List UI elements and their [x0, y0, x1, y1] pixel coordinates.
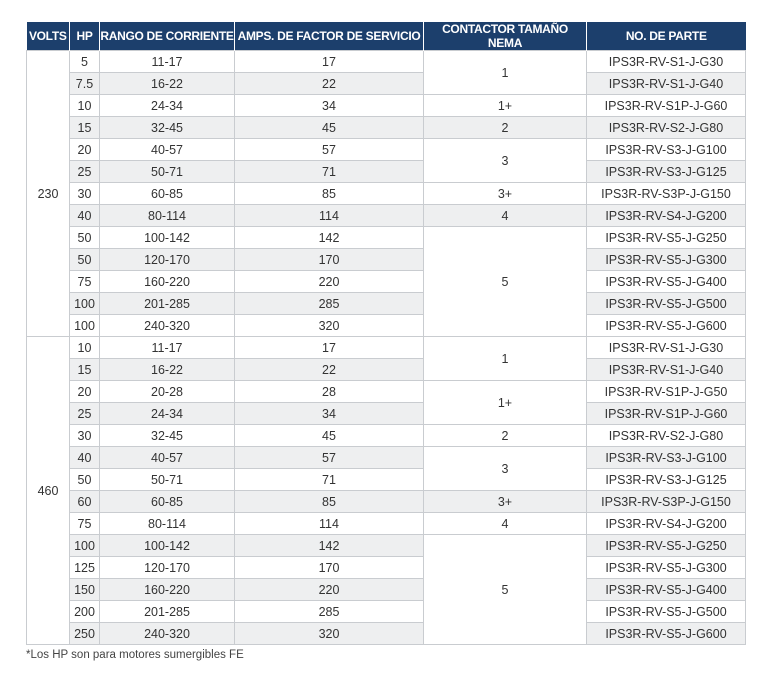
- hp-cell: 25: [70, 161, 100, 183]
- hp-cell: 200: [70, 601, 100, 623]
- header-hp: HP: [70, 22, 100, 51]
- service-factor-amps-cell: 71: [235, 161, 424, 183]
- current-range-cell: 11-17: [100, 337, 235, 359]
- header-volts: VOLTS: [27, 22, 70, 51]
- table-row: [27, 315, 746, 337]
- table-row: [27, 513, 746, 535]
- current-range-cell: 100-142: [100, 535, 235, 557]
- footnote: *Los HP son para motores sumergibles FE: [26, 649, 244, 661]
- current-range-cell: 16-22: [100, 359, 235, 381]
- part-number-cell: IPS3R-RV-S5-J-G600: [587, 315, 746, 337]
- hp-cell: 30: [70, 183, 100, 205]
- hp-cell: 10: [70, 337, 100, 359]
- volts-cell: 460: [27, 337, 70, 645]
- service-factor-amps-cell: 34: [235, 95, 424, 117]
- service-factor-amps-cell: 45: [235, 425, 424, 447]
- current-range-cell: 32-45: [100, 425, 235, 447]
- part-number-table: [26, 22, 746, 645]
- table-row: [27, 381, 746, 403]
- table-row: [27, 535, 746, 557]
- part-number-cell: IPS3R-RV-S5-J-G500: [587, 601, 746, 623]
- current-range-cell: 80-114: [100, 513, 235, 535]
- table-row: [27, 95, 746, 117]
- table-row: [27, 271, 746, 293]
- hp-cell: 150: [70, 579, 100, 601]
- header-service-factor-amps: AMPS. DE FACTOR DE SERVICIO: [235, 22, 424, 51]
- service-factor-amps-cell: 34: [235, 403, 424, 425]
- service-factor-amps-cell: 45: [235, 117, 424, 139]
- current-range-cell: 120-170: [100, 249, 235, 271]
- part-number-cell: IPS3R-RV-S4-J-G200: [587, 205, 746, 227]
- header-row: [27, 22, 746, 51]
- service-factor-amps-cell: 220: [235, 579, 424, 601]
- current-range-cell: 40-57: [100, 139, 235, 161]
- table-row: [27, 579, 746, 601]
- service-factor-amps-cell: 285: [235, 601, 424, 623]
- current-range-cell: 240-320: [100, 315, 235, 337]
- contactor-size-cell: 2: [424, 117, 587, 139]
- contactor-size-cell: 5: [424, 535, 587, 645]
- hp-cell: 40: [70, 447, 100, 469]
- contactor-size-cell: 4: [424, 513, 587, 535]
- part-number-cell: IPS3R-RV-S3-J-G125: [587, 469, 746, 491]
- table-row: [27, 557, 746, 579]
- service-factor-amps-cell: 170: [235, 557, 424, 579]
- contactor-size-cell: 3: [424, 447, 587, 491]
- service-factor-amps-cell: 220: [235, 271, 424, 293]
- part-number-cell: IPS3R-RV-S5-J-G600: [587, 623, 746, 645]
- part-number-cell: IPS3R-RV-S2-J-G80: [587, 425, 746, 447]
- current-range-cell: 100-142: [100, 227, 235, 249]
- service-factor-amps-cell: 114: [235, 513, 424, 535]
- part-number-cell: IPS3R-RV-S5-J-G300: [587, 557, 746, 579]
- part-number-cell: IPS3R-RV-S4-J-G200: [587, 513, 746, 535]
- contactor-size-cell: 1: [424, 51, 587, 95]
- current-range-cell: 24-34: [100, 95, 235, 117]
- part-number-cell: IPS3R-RV-S3-J-G100: [587, 447, 746, 469]
- service-factor-amps-cell: 57: [235, 139, 424, 161]
- hp-cell: 100: [70, 535, 100, 557]
- contactor-size-cell: 3+: [424, 183, 587, 205]
- service-factor-amps-cell: 320: [235, 623, 424, 645]
- current-range-cell: 16-22: [100, 73, 235, 95]
- part-number-cell: IPS3R-RV-S5-J-G500: [587, 293, 746, 315]
- part-number-cell: IPS3R-RV-S3P-J-G150: [587, 183, 746, 205]
- part-number-cell: IPS3R-RV-S3P-J-G150: [587, 491, 746, 513]
- contactor-size-cell: 3+: [424, 491, 587, 513]
- part-number-cell: IPS3R-RV-S1P-J-G60: [587, 95, 746, 117]
- table-row: [27, 447, 746, 469]
- service-factor-amps-cell: 28: [235, 381, 424, 403]
- part-number-cell: IPS3R-RV-S1P-J-G60: [587, 403, 746, 425]
- table-row: [27, 183, 746, 205]
- hp-cell: 50: [70, 469, 100, 491]
- service-factor-amps-cell: 142: [235, 227, 424, 249]
- service-factor-amps-cell: 85: [235, 183, 424, 205]
- service-factor-amps-cell: 57: [235, 447, 424, 469]
- part-number-cell: IPS3R-RV-S1-J-G30: [587, 51, 746, 73]
- table-row: [27, 227, 746, 249]
- table-row: [27, 425, 746, 447]
- hp-cell: 40: [70, 205, 100, 227]
- current-range-cell: 80-114: [100, 205, 235, 227]
- hp-cell: 75: [70, 513, 100, 535]
- service-factor-amps-cell: 114: [235, 205, 424, 227]
- hp-cell: 50: [70, 227, 100, 249]
- table-row: [27, 117, 746, 139]
- current-range-cell: 50-71: [100, 161, 235, 183]
- table-row: [27, 249, 746, 271]
- part-number-cell: IPS3R-RV-S3-J-G125: [587, 161, 746, 183]
- current-range-cell: 60-85: [100, 183, 235, 205]
- current-range-cell: 60-85: [100, 491, 235, 513]
- service-factor-amps-cell: 285: [235, 293, 424, 315]
- part-number-cell: IPS3R-RV-S1P-J-G50: [587, 381, 746, 403]
- contactor-size-cell: 1+: [424, 381, 587, 425]
- service-factor-amps-cell: 22: [235, 359, 424, 381]
- table-body: [27, 51, 746, 645]
- part-number-cell: IPS3R-RV-S5-J-G300: [587, 249, 746, 271]
- current-range-cell: 32-45: [100, 117, 235, 139]
- current-range-cell: 120-170: [100, 557, 235, 579]
- hp-cell: 125: [70, 557, 100, 579]
- header-part-number: NO. DE PARTE: [587, 22, 746, 51]
- service-factor-amps-cell: 17: [235, 337, 424, 359]
- part-number-cell: IPS3R-RV-S3-J-G100: [587, 139, 746, 161]
- part-number-cell: IPS3R-RV-S2-J-G80: [587, 117, 746, 139]
- service-factor-amps-cell: 71: [235, 469, 424, 491]
- hp-cell: 50: [70, 249, 100, 271]
- table-header: [27, 22, 746, 51]
- table-row: [27, 601, 746, 623]
- table-row: [27, 337, 746, 359]
- header-current-range: RANGO DE CORRIENTE: [100, 22, 235, 51]
- table-row: [27, 359, 746, 381]
- table-row: [27, 139, 746, 161]
- service-factor-amps-cell: 320: [235, 315, 424, 337]
- part-number-cell: IPS3R-RV-S1-J-G40: [587, 359, 746, 381]
- part-number-cell: IPS3R-RV-S5-J-G400: [587, 579, 746, 601]
- current-range-cell: 50-71: [100, 469, 235, 491]
- contactor-size-cell: 1+: [424, 95, 587, 117]
- part-number-cell: IPS3R-RV-S1-J-G30: [587, 337, 746, 359]
- hp-cell: 100: [70, 293, 100, 315]
- hp-cell: 5: [70, 51, 100, 73]
- table-row: [27, 73, 746, 95]
- current-range-cell: 160-220: [100, 579, 235, 601]
- part-number-cell: IPS3R-RV-S5-J-G250: [587, 227, 746, 249]
- hp-cell: 60: [70, 491, 100, 513]
- contactor-size-cell: 5: [424, 227, 587, 337]
- hp-cell: 15: [70, 359, 100, 381]
- hp-cell: 20: [70, 381, 100, 403]
- current-range-cell: 201-285: [100, 293, 235, 315]
- hp-cell: 7.5: [70, 73, 100, 95]
- service-factor-amps-cell: 17: [235, 51, 424, 73]
- service-factor-amps-cell: 22: [235, 73, 424, 95]
- table-row: [27, 293, 746, 315]
- current-range-cell: 201-285: [100, 601, 235, 623]
- table-row: [27, 469, 746, 491]
- current-range-cell: 160-220: [100, 271, 235, 293]
- hp-cell: 10: [70, 95, 100, 117]
- contactor-size-cell: 4: [424, 205, 587, 227]
- hp-cell: 75: [70, 271, 100, 293]
- table-row: [27, 205, 746, 227]
- contactor-size-cell: 2: [424, 425, 587, 447]
- hp-cell: 30: [70, 425, 100, 447]
- current-range-cell: 24-34: [100, 403, 235, 425]
- hp-cell: 100: [70, 315, 100, 337]
- current-range-cell: 240-320: [100, 623, 235, 645]
- service-factor-amps-cell: 142: [235, 535, 424, 557]
- service-factor-amps-cell: 85: [235, 491, 424, 513]
- table-row: [27, 51, 746, 73]
- current-range-cell: 20-28: [100, 381, 235, 403]
- contactor-size-cell: 3: [424, 139, 587, 183]
- header-nema-contactor-size: CONTACTOR TAMAÑO NEMA: [424, 22, 587, 51]
- table-row: [27, 403, 746, 425]
- part-number-cell: IPS3R-RV-S1-J-G40: [587, 73, 746, 95]
- hp-cell: 15: [70, 117, 100, 139]
- part-number-cell: IPS3R-RV-S5-J-G250: [587, 535, 746, 557]
- hp-cell: 20: [70, 139, 100, 161]
- current-range-cell: 40-57: [100, 447, 235, 469]
- hp-cell: 25: [70, 403, 100, 425]
- contactor-size-cell: 1: [424, 337, 587, 381]
- part-number-cell: IPS3R-RV-S5-J-G400: [587, 271, 746, 293]
- table-row: [27, 161, 746, 183]
- service-factor-amps-cell: 170: [235, 249, 424, 271]
- volts-cell: 230: [27, 51, 70, 337]
- current-range-cell: 11-17: [100, 51, 235, 73]
- hp-cell: 250: [70, 623, 100, 645]
- table-row: [27, 491, 746, 513]
- table-row: [27, 623, 746, 645]
